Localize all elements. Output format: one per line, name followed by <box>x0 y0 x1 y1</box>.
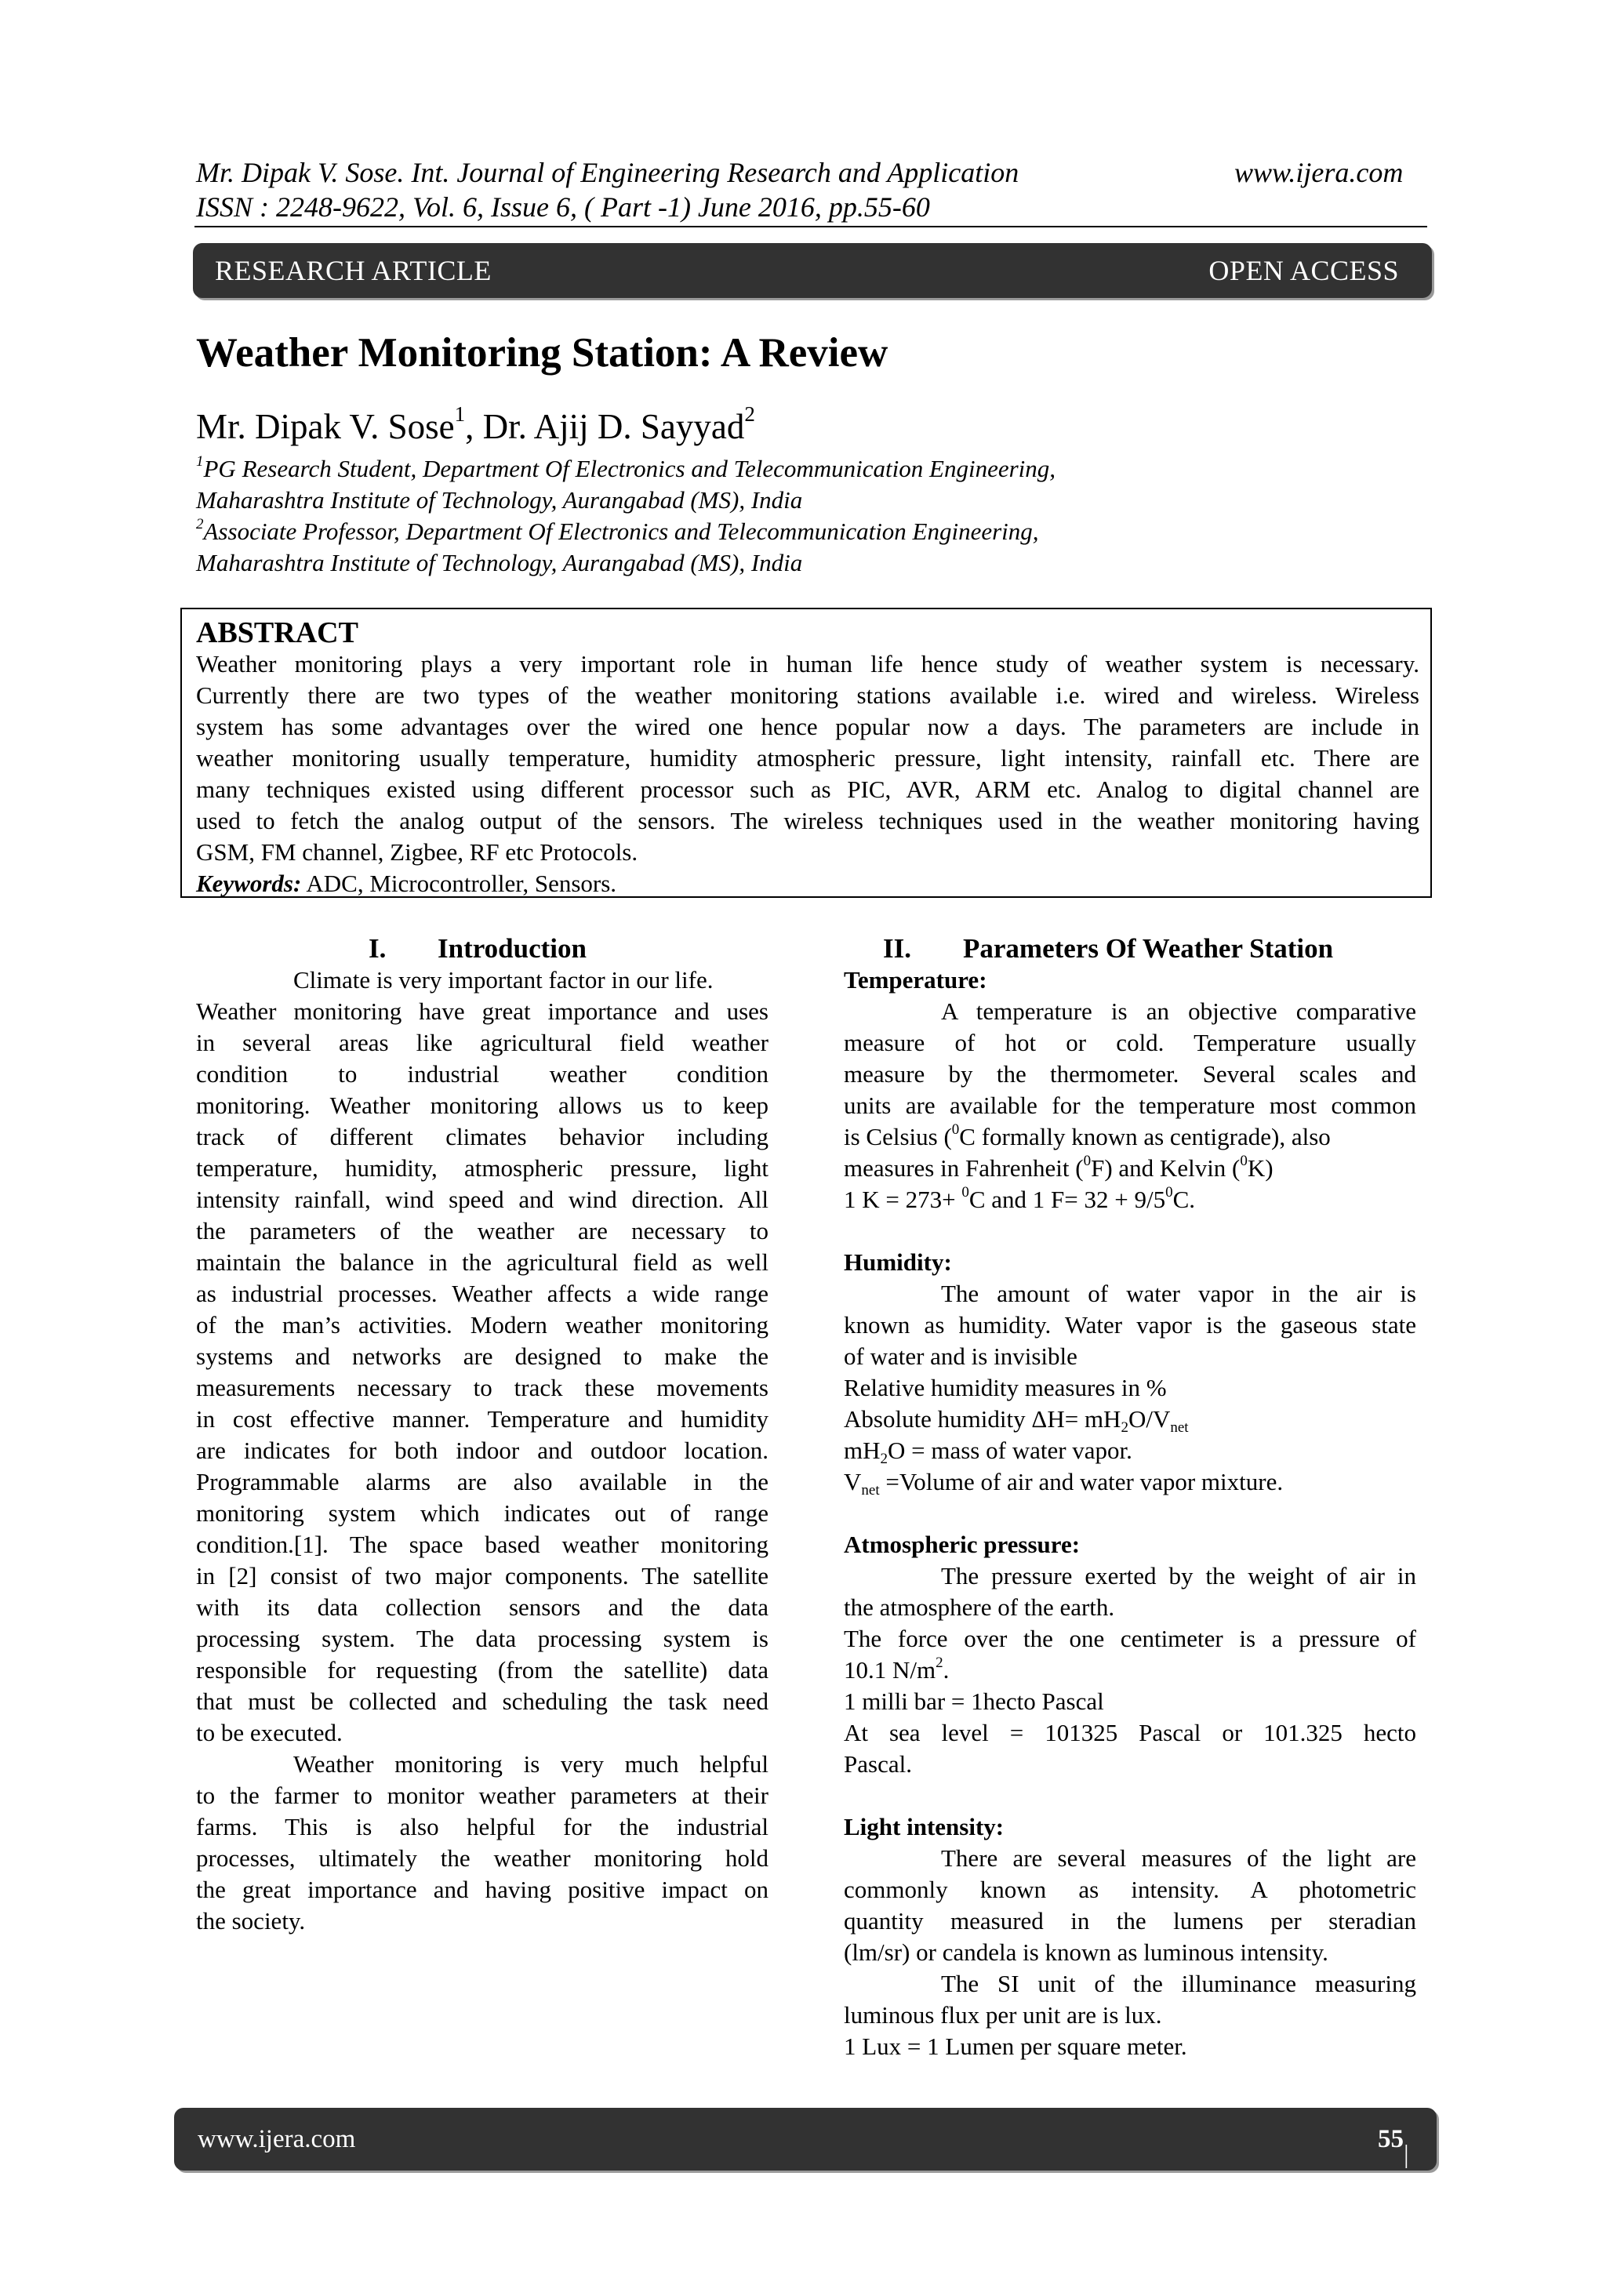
author-line <box>196 402 755 449</box>
intro-section-number: I. <box>369 933 387 964</box>
text-line: measures in Fahrenheit ($^0$F) and Kelvin ($^0$K) <box>844 1153 1274 1182</box>
intro-body <box>196 965 768 1937</box>
text-line: to the farmer to monitor weather parameters at their <box>196 1782 768 1809</box>
journal-line: Mr. Dipak V. Sose. Int. Journal of Engineering Research and Application <box>196 157 1019 188</box>
text-line: the great importance and having positive impact on <box>196 1876 768 1903</box>
affiliation-1-line-2: Maharashtra Institute of Technology, Aurangabad (MS), India <box>196 486 803 514</box>
research-article-label: RESEARCH ARTICLE <box>215 255 492 286</box>
page-footer <box>174 2108 1437 2294</box>
text-line: monitoring system which indicates out of range <box>196 1499 768 1527</box>
text-line: condition.[1]. The space based weather monitoring <box>196 1531 768 1558</box>
text-line: Weather monitoring is very much helpful <box>293 1750 768 1778</box>
text-line: to be executed. <box>196 1719 343 1746</box>
text-line: measure by the thermometer. Several scales and <box>844 1060 1416 1088</box>
text-line: maintain the balance in the agricultural field as well <box>196 1248 768 1276</box>
light-heading: Light intensity: <box>844 1813 1005 1840</box>
text-line: known as humidity. Water vapor is the gaseous state <box>844 1311 1416 1339</box>
text-line: 1 milli bar = 1hecto Pascal <box>844 1687 1104 1715</box>
intro-heading: Introduction <box>438 933 587 964</box>
text-line: A temperature is an objective comparative <box>941 997 1416 1025</box>
text-line: as industrial processes. Weather affects a wide range <box>196 1280 768 1307</box>
abstract-line: many techniques existed using different processor such as PIC, AVR, ARM etc. Analog to digital channel are <box>196 776 1419 803</box>
text-line: condition to industrial weather condition <box>196 1060 768 1088</box>
text-line: quantity measured in the lumens per steradian <box>844 1907 1416 1935</box>
abstract-line: GSM, FM channel, Zigbee, RF etc Protocols. <box>196 838 638 866</box>
text-line: The amount of water vapor in the air is <box>941 1280 1416 1307</box>
params-section-number: II. <box>883 933 911 964</box>
blank-line <box>844 1498 1416 1529</box>
text-line: of water and is invisible <box>844 1342 1077 1370</box>
affiliation-2-line-2: Maharashtra Institute of Technology, Aurangabad (MS), India <box>196 549 803 576</box>
text-line: 1 Lux = 1 Lumen per square meter. <box>844 2033 1187 2060</box>
text-line: Pascal. <box>844 1750 912 1778</box>
page-number-label <box>1378 2123 1418 2294</box>
abstract-line: system has some advantages over the wired one hence popular now a days. The parameters are include in <box>196 713 1419 740</box>
abstract-line: Weather monitoring plays a very important role in human life hence study of weather system is necessary. <box>196 650 1419 678</box>
text-line: in cost effective manner. Temperature and humidity <box>196 1405 768 1433</box>
text-line: The SI unit of the illuminance measuring <box>941 1970 1416 1997</box>
author-1: Mr. Dipak V. Sose <box>196 407 455 446</box>
text-line: $V_{net}$ =Volume of air and water vapor mixture. <box>844 1468 1284 1499</box>
text-line: commonly known as intensity. A photometric <box>844 1876 1416 1903</box>
pressure-heading: Atmospheric pressure: <box>844 1531 1081 1558</box>
abstract-text <box>196 648 1419 899</box>
text-line: monitoring. Weather monitoring allows us to keep <box>196 1092 768 1119</box>
text-line: intensity rainfall, wind speed and wind direction. All <box>196 1186 768 1213</box>
text-line: measurements necessary to track these movements <box>196 1374 768 1401</box>
text-line: 10.1 $N/m^2$. <box>844 1655 950 1684</box>
text-line: responsible for requesting (from the satellite) data <box>196 1656 768 1684</box>
author-2-sup: 2 <box>744 402 755 426</box>
text-line: $mH_2O$ = mass of water vapor. <box>844 1437 1132 1467</box>
keywords-text: ADC, Microcontroller, Sensors. <box>301 870 617 897</box>
text-line: track of different climates behavior including <box>196 1123 768 1150</box>
abstract-line: used to fetch the analog output of the sensors. The wireless techniques used in the weather monitoring having <box>196 807 1419 834</box>
page-number: 55 <box>1378 2125 1404 2153</box>
text-line: The pressure exerted by the weight of air in <box>941 1562 1416 1589</box>
author-1-sup: 1 <box>454 402 466 426</box>
text-line: At sea level = 101325 Pascal or 101.325 hecto <box>844 1719 1416 1746</box>
params-heading: Parameters Of Weather Station <box>963 933 1334 964</box>
text-line: temperature, humidity, atmospheric pressure, light <box>196 1154 768 1182</box>
text-line: with its data collection sensors and the data <box>196 1593 768 1621</box>
temperature-heading: Temperature: <box>844 966 987 994</box>
text-line: the parameters of the weather are necessary to <box>196 1217 768 1244</box>
text-line: farms. This is also helpful for the industrial <box>196 1813 768 1840</box>
keywords-line <box>196 868 1419 899</box>
text-line: are indicates for both indoor and outdoor location. <box>196 1437 768 1464</box>
text-line: luminous flux per unit are is lux. <box>844 2001 1162 2029</box>
blank-line <box>844 1215 1416 1247</box>
params-body <box>844 965 1416 2062</box>
text-line: Relative humidity measures in % <box>844 1374 1167 1401</box>
text-line: measure of hot or cold. Temperature usually <box>844 1029 1416 1056</box>
header-rule <box>194 226 1427 227</box>
text-line: that must be collected and scheduling the task need <box>196 1687 768 1715</box>
issn-line: ISSN : 2248-9622, Vol. 6, Issue 6, ( Part -1) June 2016, pp.55-60 <box>196 191 930 223</box>
text-line: processing system. The data processing system is <box>196 1625 768 1652</box>
open-access-label: OPEN ACCESS <box>1208 255 1399 286</box>
text-line: (lm/sr) or candela is known as luminous intensity. <box>844 1938 1328 1966</box>
humidity-heading: Humidity: <box>844 1248 952 1276</box>
text-line: the atmosphere of the earth. <box>844 1593 1115 1621</box>
text-line: Climate is very important factor in our life. <box>293 966 714 994</box>
text-line: systems and networks are designed to make the <box>196 1342 768 1370</box>
text-line: There are several measures of the light are <box>941 1844 1416 1872</box>
text-line: of the man’s activities. Modern weather monitoring <box>196 1311 768 1339</box>
text-line: The force over the one centimeter is a pressure of <box>844 1625 1416 1652</box>
affiliation-2-line-1: $^2$Associate Professor, Department Of Electronics and Telecommunication Engineering, <box>196 516 1039 545</box>
abstract-line: Currently there are two types of the weather monitoring stations available i.e. wired and wireless. Wireless <box>196 681 1419 709</box>
text-line: the society. <box>196 1907 306 1935</box>
text-line: 1 K = 273+ $^0$C and 1 $F= 32 + 9/5^0C$. <box>844 1184 1196 1213</box>
text-line: processes, ultimately the weather monitoring hold <box>196 1844 768 1872</box>
text-line: in several areas like agricultural field weather <box>196 1029 768 1056</box>
text-line: Absolute humidity $\Delta H= mH_2O/V_{net}$ <box>844 1405 1189 1436</box>
page-label: | P a g e <box>1404 2141 1418 2294</box>
author-2: , Dr. Ajij D. Sayyad <box>465 407 745 446</box>
abstract-heading: ABSTRACT <box>196 616 358 649</box>
text-line: is Celsius ($^0$C formally known as centigrade), also <box>844 1121 1331 1150</box>
keywords-label: Keywords: <box>196 870 302 897</box>
text-line: Programmable alarms are also available in the <box>196 1468 768 1495</box>
footer-website-link[interactable]: www.ijera.com <box>198 2125 356 2153</box>
article-type-banner <box>193 243 1432 298</box>
blank-line <box>844 1780 1416 1811</box>
abstract-line: weather monitoring usually temperature, humidity atmospheric pressure, light intensity, rainfall etc. There are <box>196 744 1419 772</box>
text-line: Weather monitoring have great importance and uses <box>196 997 768 1025</box>
affiliation-1-line-1: $^1$PG Research Student, Department Of Electronics and Telecommunication Engineering, <box>196 453 1056 482</box>
journal-website-link[interactable]: www.ijera.com <box>1234 157 1404 188</box>
abstract-box <box>180 608 1432 898</box>
paper-title: Weather Monitoring Station: A Review <box>196 330 888 376</box>
text-line: in [2] consist of two major components. The satellite <box>196 1562 768 1589</box>
text-line: units are available for the temperature most common <box>844 1092 1416 1119</box>
